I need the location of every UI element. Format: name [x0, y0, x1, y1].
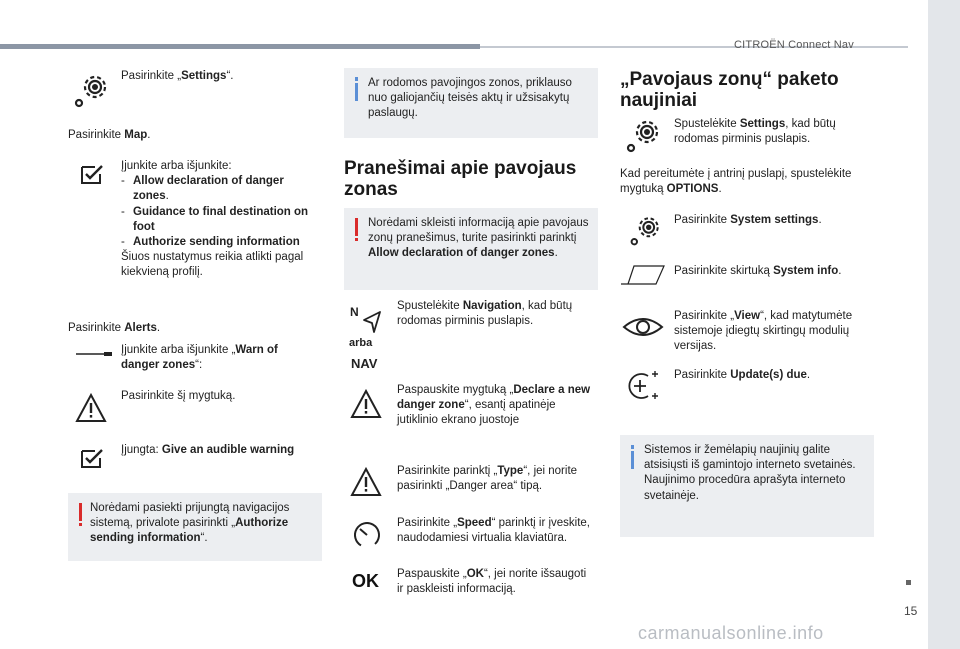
- info-text: Sistemos ir žemėlapių naujinių galite atsisiųsti iš gamintojo interneto svetainės. Naujinimo procedūra aprašyta interneto svetainėje.: [644, 444, 856, 502]
- info-text: Ar rodomos pavojingos zonos, priklauso nuo galiojančių teisės aktų ir užsisakytų paslaugų.: [368, 77, 572, 120]
- press-button-step: Pasirinkite šį mygtuką.: [121, 390, 236, 402]
- brand-header: CITROËN Connect Nav: [734, 39, 854, 51]
- speedometer-icon: [352, 520, 382, 550]
- checkbox-icon: [80, 163, 104, 185]
- settings-step: Spustelėkite Settings, kad būtų rodomas pirminis puslapis.: [674, 118, 836, 146]
- options-step: Kad pereitumėte į antrinį puslapį, spustelėkite mygtuką OPTIONS.: [620, 168, 852, 196]
- warning-box: [68, 493, 322, 561]
- warning-triangle-icon: [350, 466, 382, 498]
- ok-step: Paspauskite „OK“, jei norite išsaugoti ir paskleisti informaciją.: [397, 568, 587, 596]
- alerts-step: Pasirinkite Alerts.: [68, 322, 161, 334]
- warning-triangle-icon: [350, 388, 382, 420]
- view-step: Pasirinkite „View“, kad matytumėte sistemoje įdiegtų skirtingų modulių versijas.: [674, 310, 853, 353]
- audible-step: Įjungta: Give an audible warning: [121, 444, 295, 456]
- nav-button-label: NAV: [351, 356, 378, 371]
- declare-step: Paspauskite mygtuką „Declare a new danger zone“, esantį apatinėje jutiklinio ekrano juostoje: [397, 384, 591, 427]
- toggle-options: [121, 159, 317, 280]
- watermark: carmanualsonline.info: [638, 623, 824, 643]
- page-side-tab: [928, 0, 960, 649]
- settings-step: Pasirinkite „Settings“.: [121, 70, 234, 82]
- ok-button-label: OK: [352, 571, 379, 591]
- info-mark: [631, 451, 634, 469]
- toggle-item: - Allow declaration of danger zones.: [121, 174, 317, 204]
- info-box: [620, 435, 874, 537]
- svg-text:N: N: [350, 305, 359, 319]
- info-mark: [355, 83, 358, 101]
- warning-triangle-icon: [75, 392, 107, 424]
- gear-icon: [72, 70, 112, 110]
- navigation-icon: [348, 304, 382, 334]
- toggle-item: - Guidance to final destination on foot: [121, 205, 317, 235]
- info-box: [344, 68, 598, 138]
- type-step: Pasirinkite parinktį „Type“, jei norite pasirinkti „Danger area“ tipą.: [397, 465, 578, 493]
- profile-note: Šiuos nustatymus reikia atlikti pagal kiekvieną profilį.: [121, 251, 304, 279]
- eye-icon: [622, 313, 664, 341]
- toggle-intro: Įjunkite arba išjunkite:: [121, 160, 232, 172]
- toggle-item: - Authorize sending information: [121, 235, 317, 250]
- system-info-step: Pasirinkite skirtuką System info.: [674, 265, 842, 277]
- page-number: 15: [904, 604, 918, 618]
- toggle-list: [121, 174, 317, 250]
- warning-box: [344, 208, 598, 290]
- or-label: arba: [349, 337, 373, 349]
- warning-mark: [355, 218, 358, 236]
- map-step: Pasirinkite Map.: [68, 129, 151, 141]
- warn-step: Įjunkite arba išjunkite „Warn of danger zones“:: [121, 344, 278, 372]
- section-title: „Pavojaus zonų“ paketo naujiniai: [620, 69, 839, 112]
- warning-text: Norėdami skleisti informaciją apie pavojaus zonų pranešimus, turite pasirinkti parinktį Allow declaration of danger zones.: [368, 217, 589, 260]
- gear-icon: [628, 212, 664, 248]
- toggle-line-icon: [74, 346, 114, 362]
- page-end-marker: [906, 580, 911, 585]
- navigation-step: Spustelėkite Navigation, kad būtų rodomas pirminis puslapis.: [397, 300, 573, 328]
- update-icon: [622, 368, 662, 404]
- section-title: Pranešimai apie pavojaus zonas: [344, 158, 577, 201]
- gear-icon: [624, 115, 664, 155]
- warning-mark: [79, 503, 82, 521]
- tab-icon: [620, 262, 666, 288]
- checkbox-icon: [80, 447, 104, 469]
- system-settings-step: Pasirinkite System settings.: [674, 214, 822, 226]
- header-rule: [0, 44, 480, 49]
- update-step: Pasirinkite Update(s) due.: [674, 369, 811, 381]
- warning-text: Norėdami pasiekti prijungtą navigacijos sistemą, privalote pasirinkti „Authorize sending information“.: [90, 502, 290, 545]
- speed-step: Pasirinkite „Speed“ parinktį ir įveskite, naudodamiesi virtualia klaviatūra.: [397, 517, 591, 545]
